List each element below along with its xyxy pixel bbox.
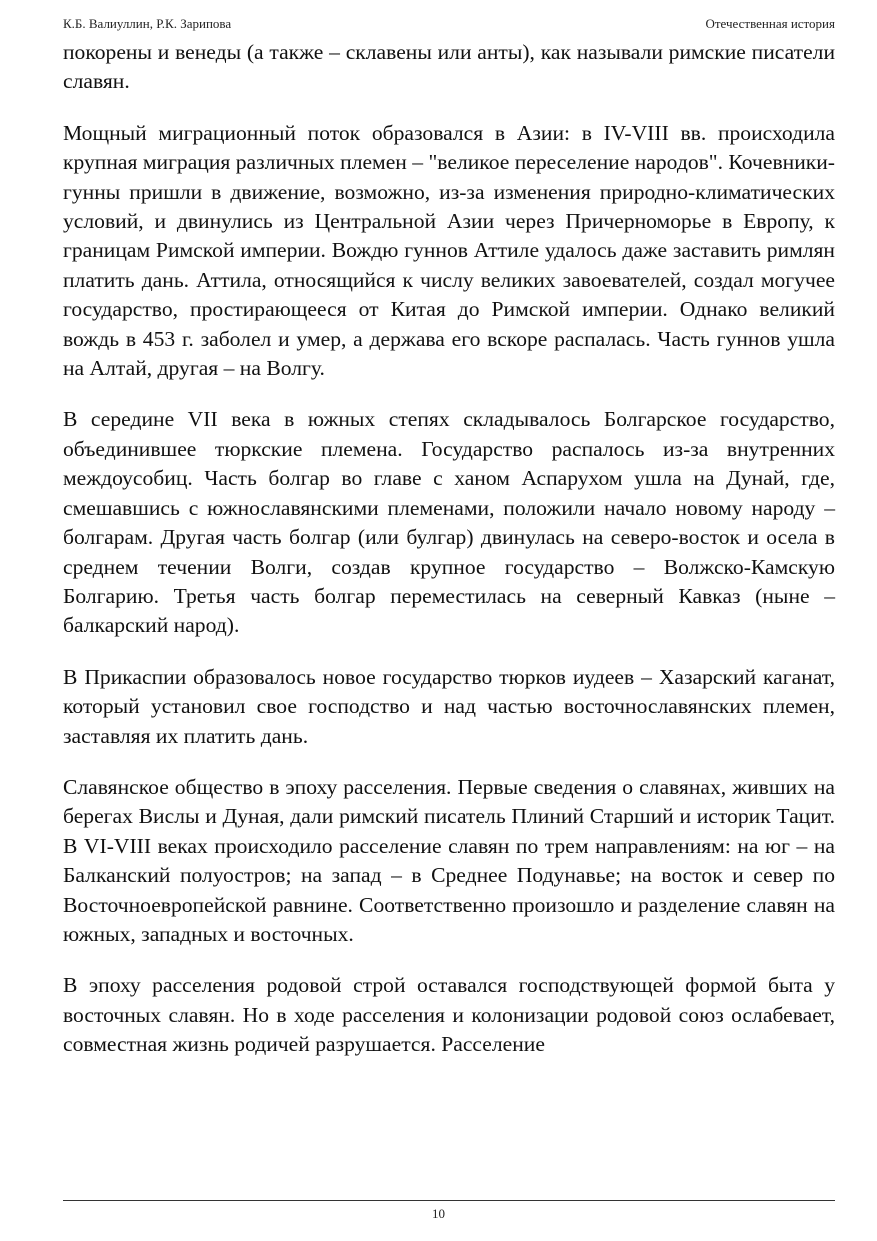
body-text (63, 38, 835, 1082)
running-header (63, 16, 835, 36)
paragraph: В эпоху расселения родовой строй оставался господствующей формой быта у восточных славян. Но в ходе расселения и колонизации родовой союз ослабевает, совместная жизнь родичей разрушается. Расселение (63, 973, 835, 1057)
paragraph: Славянское общество в эпоху расселения. Первые сведения о славянах, живших на берегах Вислы и Дуная, дали римский писатель Плиний Старший и историк Тацит. В VI-VIII веках происходило расселение славян по трем направлениям: на юг – на Балканский полуостров; на запад – в Среднее Подунавье; на восток и север по Восточноевропейской равнине. Соответственно произошло и разделение славян на южных, западных и восточных. (63, 774, 835, 946)
paragraph: Мощный миграционный поток образовался в Азии: в IV-VIII вв. происходила крупная миграция различных племен – "великое переселение народов". Кочевники-гунны пришли в движение, возможно, из-за изменения природно-климатических условий, и двинулись из Центральной Азии через Причерноморье в Европу, к границам Римской империи. Вождю гуннов Аттиле удалось даже заставить римлян платить дань. Аттила, относящийся к числу великих завоевателей, создал могучее государство, простирающееся от Китая до Римской империи. Однако великий вождь в 453 г. заболел и умер, а держава его вскоре распалась. Часть гуннов ушла на Алтай, другая – на Волгу. (63, 120, 835, 381)
header-authors: К.Б. Валиуллин, Р.К. Зарипова (63, 16, 232, 31)
page-number: 10 (432, 1206, 445, 1221)
footer-divider (63, 1200, 835, 1201)
header-title: Отечественная история (705, 16, 835, 31)
paragraph: В Прикаспии образовалось новое государство тюрков иудеев – Хазарский каганат, который установил свое господство и над частью восточнославянских племен, заставляя их платить дань. (63, 664, 835, 748)
paragraph: покорены и венеды (а также – склавены или анты), как называли римские писатели славян. (63, 40, 835, 94)
paragraph: В середине VII века в южных степях складывалось Болгарское государство, объединившее тюркские племена. Государство распалось из-за внутренних междоусобиц. Часть болгар во главе с ханом Аспарухом ушла на Дунай, где, смешавшись с южнославянскими племенами, положили начало новому народу – болгарам. Другая часть болгар (или булгар) двинулась на северо-восток и осела в среднем течении Волги, создав крупное государство – Волжско-Камскую Болгарию. Третья часть болгар переместилась на северный Кавказ (ныне – балкарский народ). (63, 407, 835, 638)
